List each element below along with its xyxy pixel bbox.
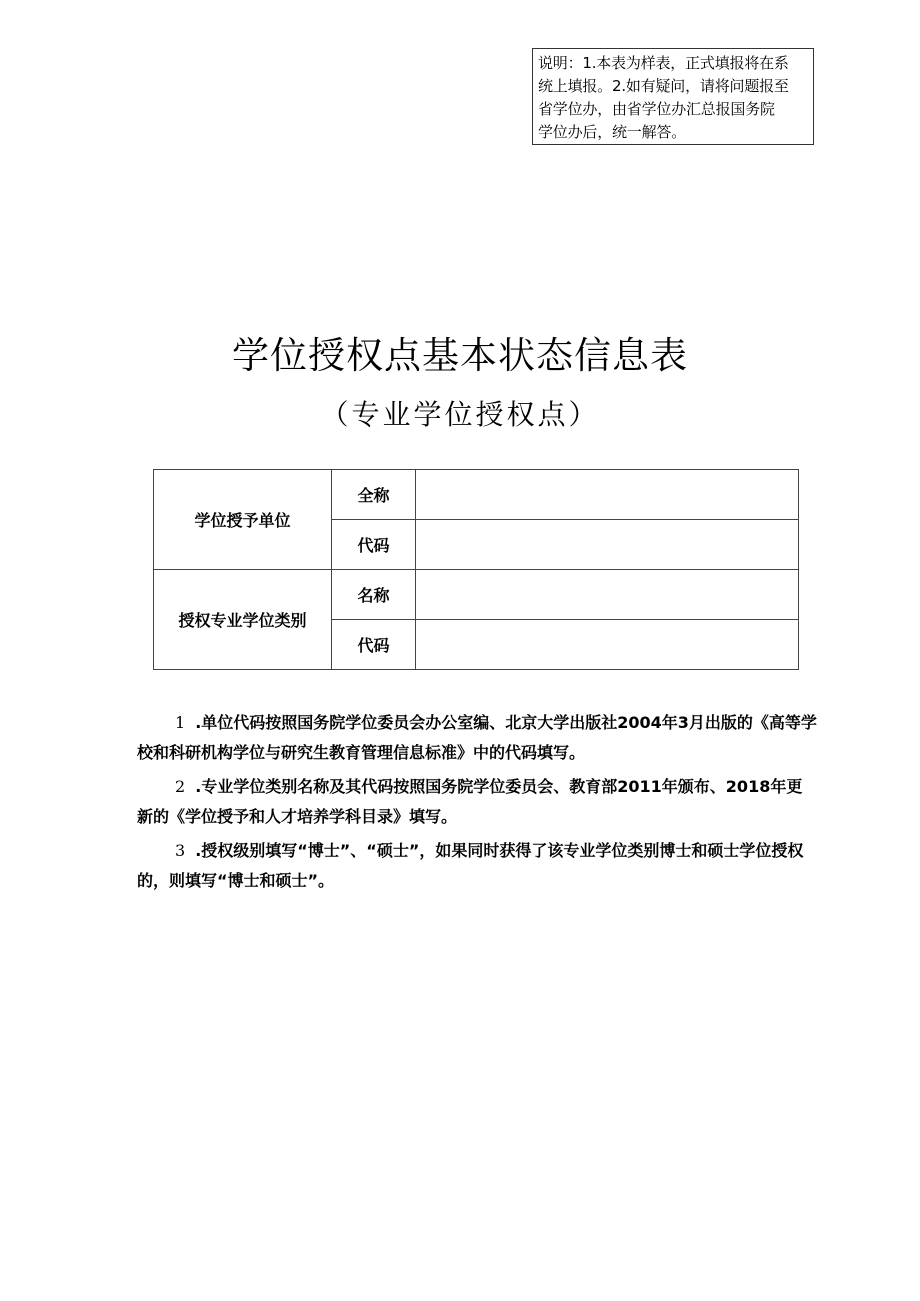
note-line: 统上填报。2.如有疑问，请将问题报至	[538, 77, 789, 95]
instruction-item	[137, 836, 817, 896]
note-line: 学位办后，统一解答。	[538, 123, 687, 141]
category-name-label: 名称	[332, 570, 416, 620]
instruction-number: 2	[175, 777, 186, 796]
page-title: 学位授权点基本状态信息表	[232, 334, 688, 377]
category-code-field[interactable]	[416, 620, 799, 670]
note-line: 省学位办，由省学位办汇总报国务院	[538, 100, 775, 118]
instruction-note-box	[532, 48, 814, 145]
table-row	[154, 470, 799, 520]
unit-section-label: 学位授予单位	[154, 470, 332, 570]
unit-fullname-field[interactable]	[416, 470, 799, 520]
instruction-item	[137, 708, 817, 768]
category-name-field[interactable]	[416, 570, 799, 620]
instruction-text: .单位代码按照国务院学位委员会办公室编、北京大学出版社2004年3月出版的《高等学校和科研机构学位与研究生教育管理信息标准》中的代码填写。	[137, 713, 817, 762]
info-table	[153, 469, 799, 670]
category-section-label: 授权专业学位类别	[154, 570, 332, 670]
unit-fullname-label: 全称	[332, 470, 416, 520]
table-row	[154, 570, 799, 620]
instructions-list	[137, 708, 817, 900]
instruction-number: 3	[175, 841, 186, 860]
instruction-text: .授权级别填写“博士”、“硕士”，如果同时获得了该专业学位类别博士和硕士学位授权的，则填写“博士和硕士”。	[137, 841, 804, 890]
note-line: 说明：1.本表为样表，正式填报将在系	[538, 54, 789, 72]
unit-code-label: 代码	[332, 520, 416, 570]
category-code-label: 代码	[332, 620, 416, 670]
page-subtitle: （专业学位授权点）	[320, 398, 600, 431]
instruction-text: .专业学位类别名称及其代码按照国务院学位委员会、教育部2011年颁布、2018年更新的《学位授予和人才培养学科目录》填写。	[137, 777, 803, 826]
instruction-number: 1	[175, 713, 186, 732]
unit-code-field[interactable]	[416, 520, 799, 570]
instruction-item	[137, 772, 817, 832]
